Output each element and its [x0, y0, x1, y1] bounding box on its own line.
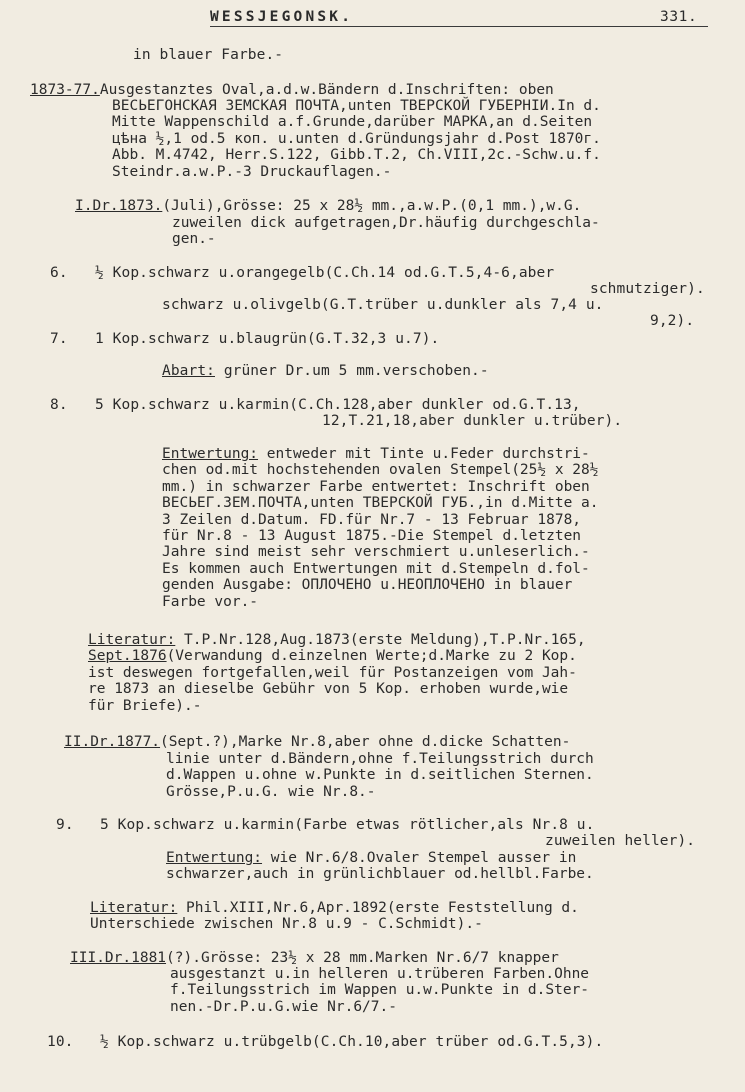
literatur-1-date: Sept.1876 — [88, 648, 167, 665]
literatur-1 — [88, 632, 586, 714]
item-6-line-1: ½ Kop.schwarz u.orangegelb(C.Ch.14 od.G.T.5,4-6,aber — [95, 265, 555, 281]
section-2-line-2: linie unter d.Bändern,ohne f.Teilungsstrich durch — [166, 751, 594, 767]
item-10-line-1: ½ Kop.schwarz u.trübgelb(C.Ch.10,aber trüber od.G.T.5,3). — [100, 1034, 604, 1050]
entwertung-1-line-8: Es kommen auch Entwertungen mit d.Stempeln d.fol- — [162, 560, 590, 577]
literatur-2-line-1: Phil.XIII,Nr.6,Apr.1892(erste Feststellung d. — [177, 900, 579, 916]
abart-label: Abart: — [162, 363, 215, 379]
entwertung-1-line-5: 3 Zeilen d.Datum. FD.für Nr.7 - 13 Februar 1878, — [162, 511, 582, 528]
item-10-number: 10. — [47, 1034, 74, 1050]
continuation-line: in blauer Farbe.- — [133, 47, 284, 63]
section-2-continuation — [166, 751, 594, 800]
item-9-line-2: zuweilen heller). — [545, 833, 696, 849]
entwertung-1-line-3: mm.) in schwarzer Farbe entwertet: Inschrift oben — [162, 478, 590, 495]
section-1-continuation — [172, 215, 600, 248]
entwertung-1-line-9: genden Ausgabe: ОПЛОЧЕНО u.НЕОПЛОЧЕНО in blauer — [162, 577, 573, 594]
entwertung-2-label: Entwertung: — [166, 850, 263, 866]
section-1-heading: I.Dr.1873. — [75, 198, 163, 214]
page-number: 331. — [660, 9, 698, 25]
literatur-2-line-2: Unterschiede zwischen Nr.8 u.9 - C.Schmidt).- — [90, 916, 483, 933]
literatur-2 — [90, 900, 579, 933]
header-title: WESSJEGONSK. — [210, 9, 354, 25]
literatur-1-line-4: re 1873 an dieselbe Gebühr von 5 Kop. erhoben wurde,wie — [88, 681, 569, 698]
literatur-1-line-1: T.P.Nr.128,Aug.1873(erste Meldung),T.P.Nr.165, — [175, 632, 586, 648]
issue-intro — [30, 82, 554, 98]
item-6-line-3: schwarz u.olivgelb(G.T.trüber u.dunkler als 7,4 u. — [162, 297, 604, 313]
section-3-line-2: ausgestanzt u.in helleren u.trüberen Farben.Ohne — [170, 966, 590, 982]
item-9-number: 9. — [56, 817, 74, 833]
section-2-line-3: d.Wappen u.ohne w.Punkte in d.seitlichen Sternen. — [166, 767, 594, 784]
intro-line-5: Abb. M.4742, Herr.S.122, Gibb.T.2, Ch.VIII,2c.-Schw.u.f. — [112, 147, 601, 164]
entwertung-1-label: Entwertung: — [162, 446, 259, 462]
entwertung-2-line-2: schwarzer,auch in grünlichblauer od.hellbl.Farbe. — [166, 866, 594, 883]
entwertung-2 — [166, 850, 594, 883]
item-8-line-1: 5 Kop.schwarz u.karmin(C.Ch.128,aber dunkler od.G.T.13, — [95, 397, 581, 413]
item-8-number: 8. — [50, 397, 68, 413]
item-6-line-4: 9,2). — [650, 313, 695, 329]
item-6-line-2: schmutziger). — [590, 281, 705, 297]
section-1 — [75, 198, 581, 214]
literatur-1-line-3: ist deswegen fortgefallen,weil für Postanzeigen vom Jah- — [88, 664, 577, 681]
entwertung-1-line-7: Jahre sind meist sehr verschmiert u.unleserlich.- — [162, 544, 590, 561]
issue-years: 1873-77. — [30, 82, 100, 98]
abart-text: grüner Dr.um 5 mm.verschoben.- — [214, 363, 489, 379]
section-2-line-4: Grösse,P.u.G. wie Nr.8.- — [166, 783, 376, 800]
section-2 — [64, 734, 570, 750]
section-3-heading: III.Dr.1881 — [70, 950, 167, 966]
intro-line-4: цѣна ½,1 od.5 коп. u.unten d.Gründungsjahr d.Post 1870г. — [112, 130, 601, 147]
intro-line-6: Steindr.a.w.P.-3 Druckauflagen.- — [112, 163, 392, 180]
item-9-line-1: 5 Kop.schwarz u.karmin(Farbe etwas rötlicher,als Nr.8 u. — [100, 817, 595, 833]
section-3-line-1: (?).Grösse: 23½ x 28 mm.Marken Nr.6/7 knapper — [166, 950, 559, 966]
section-1-line-1: (Juli),Grösse: 25 x 28½ mm.,a.w.P.(0,1 mm.),w.G. — [162, 198, 582, 214]
literatur-1-label: Literatur: — [88, 632, 176, 648]
page-header — [210, 9, 353, 25]
entwertung-1-line-6: für Nr.8 - 13 August 1875.-Die Stempel d.letzten — [162, 528, 582, 545]
section-1-line-3: gen.- — [172, 231, 216, 248]
section-2-heading: II.Dr.1877. — [64, 734, 161, 750]
literatur-2-label: Literatur: — [90, 900, 178, 916]
literatur-1-line-2: (Verwandung d.einzelnen Werte;d.Marke zu 2 Kop. — [166, 648, 577, 665]
entwertung-2-line-1: wie Nr.6/8.Ovaler Stempel ausser in — [262, 850, 577, 866]
item-7-number: 7. — [50, 331, 68, 347]
item-7-line-1: 1 Kop.schwarz u.blaugrün(G.T.32,3 u.7). — [95, 331, 440, 347]
entwertung-1 — [162, 446, 599, 610]
literatur-1-line-5: für Briefe).- — [88, 697, 202, 714]
item-6-number: 6. — [50, 265, 68, 281]
section-3-line-4: nen.-Dr.P.u.G.wie Nr.6/7.- — [170, 998, 397, 1015]
section-2-line-1: (Sept.?),Marke Nr.8,aber ohne d.dicke Schatten- — [160, 734, 571, 750]
intro-line-3: Mitte Wappenschild a.f.Grunde,darüber МАРКА,an d.Seiten — [112, 114, 593, 131]
entwertung-1-line-10: Farbe vor.- — [162, 593, 259, 610]
intro-continuation — [112, 98, 601, 180]
header-rule — [210, 26, 708, 27]
intro-line-2: ВЕСЬЕГОНСКАЯ ЗЕМСКАЯ ПОЧТА,unten ТВЕРСКОЙ ГУБЕРНІИ.In d. — [112, 98, 601, 114]
item-8-line-2: 12,T.21,18,aber dunkler u.trüber). — [322, 413, 623, 429]
entwertung-1-line-2: chen od.mit hochstehenden ovalen Stempel(25½ x 28½ — [162, 462, 599, 479]
intro-line-1: Ausgestanztes Oval,a.d.w.Bändern d.Inschriften: oben — [99, 82, 554, 98]
section-3 — [70, 950, 559, 966]
entwertung-1-line-4: ВЕСЬЕГ.ЗЕМ.ПОЧТА,unten ТВЕРСКОЙ ГУБ.,in d.Mitte a. — [162, 495, 599, 512]
section-3-line-3: f.Teilungsstrich im Wappen u.w.Punkte in d.Ster- — [170, 982, 590, 999]
section-1-line-2: zuweilen dick aufgetragen,Dr.häufig durchgeschla- — [172, 215, 600, 231]
abart-note — [162, 363, 489, 379]
section-3-continuation — [170, 966, 589, 1015]
entwertung-1-line-1: entweder mit Tinte u.Feder durchstri- — [258, 446, 590, 462]
